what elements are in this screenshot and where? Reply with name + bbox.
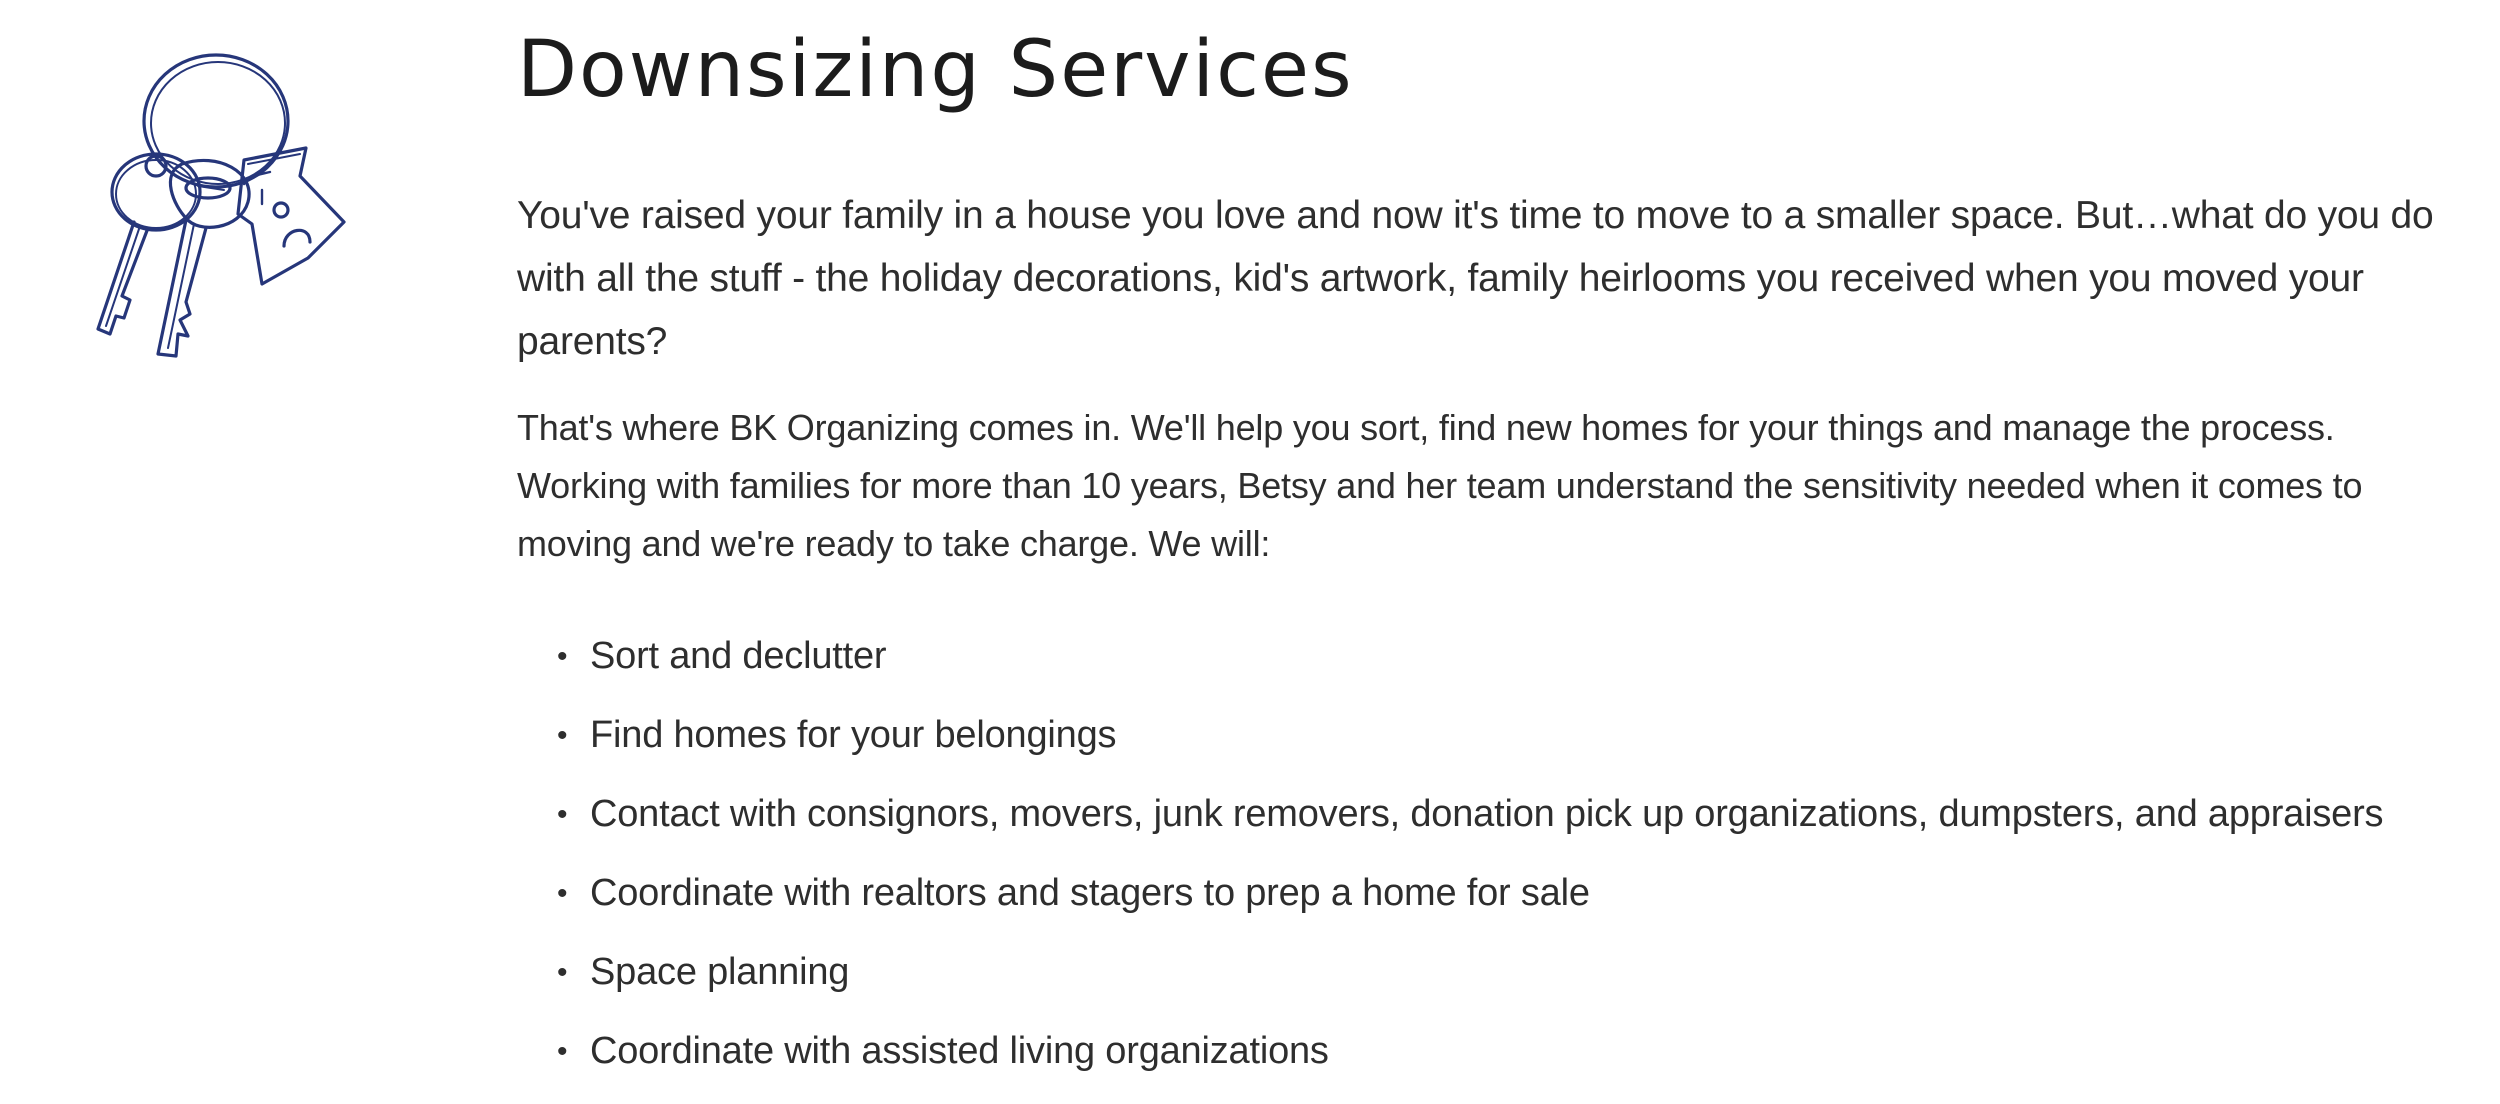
service-label: Space planning [590, 951, 850, 993]
list-item [517, 933, 2462, 1012]
service-label: Coordinate with assisted living organizations [590, 1030, 1329, 1072]
service-label: Coordinate with realtors and stagers to prep a home for sale [590, 872, 1590, 914]
list-item [517, 696, 2462, 775]
intro-paragraph: You've raised your family in a house you love and now it's time to move to a smaller space. But…what do you do with all the stuff - the holiday decorations, kid's artwork, family heirlooms you received when you moved your parents? [517, 194, 2434, 363]
bullet-icon: • [557, 956, 568, 989]
bullet-icon: • [557, 877, 568, 910]
list-item [517, 854, 2462, 933]
bullet-icon: • [557, 719, 568, 752]
pitch-paragraph: That's where BK Organizing comes in. We'll help you sort, find new homes for your things and manage the process. Working with families for more than 10 years, Betsy and her team understand the sensitivity needed when it comes to moving and we're ready to take charge. We will: [517, 407, 2363, 564]
list-item [517, 1012, 2462, 1091]
services-list [517, 617, 2462, 1091]
main-content [517, 20, 2462, 1091]
bullet-icon: • [557, 640, 568, 673]
bullet-icon: • [557, 798, 568, 831]
list-item [517, 775, 2462, 854]
service-label: Find homes for your belongings [590, 714, 1117, 756]
service-label: Sort and declutter [590, 635, 887, 677]
keys-with-house-keychain-icon [48, 44, 388, 374]
page-title: Downsizing Services [517, 25, 1354, 115]
service-label: Contact with consignors, movers, junk removers, donation pick up organizations, dumpsters, and appraisers [590, 793, 2384, 835]
list-item [517, 617, 2462, 696]
bullet-icon: • [557, 1035, 568, 1068]
